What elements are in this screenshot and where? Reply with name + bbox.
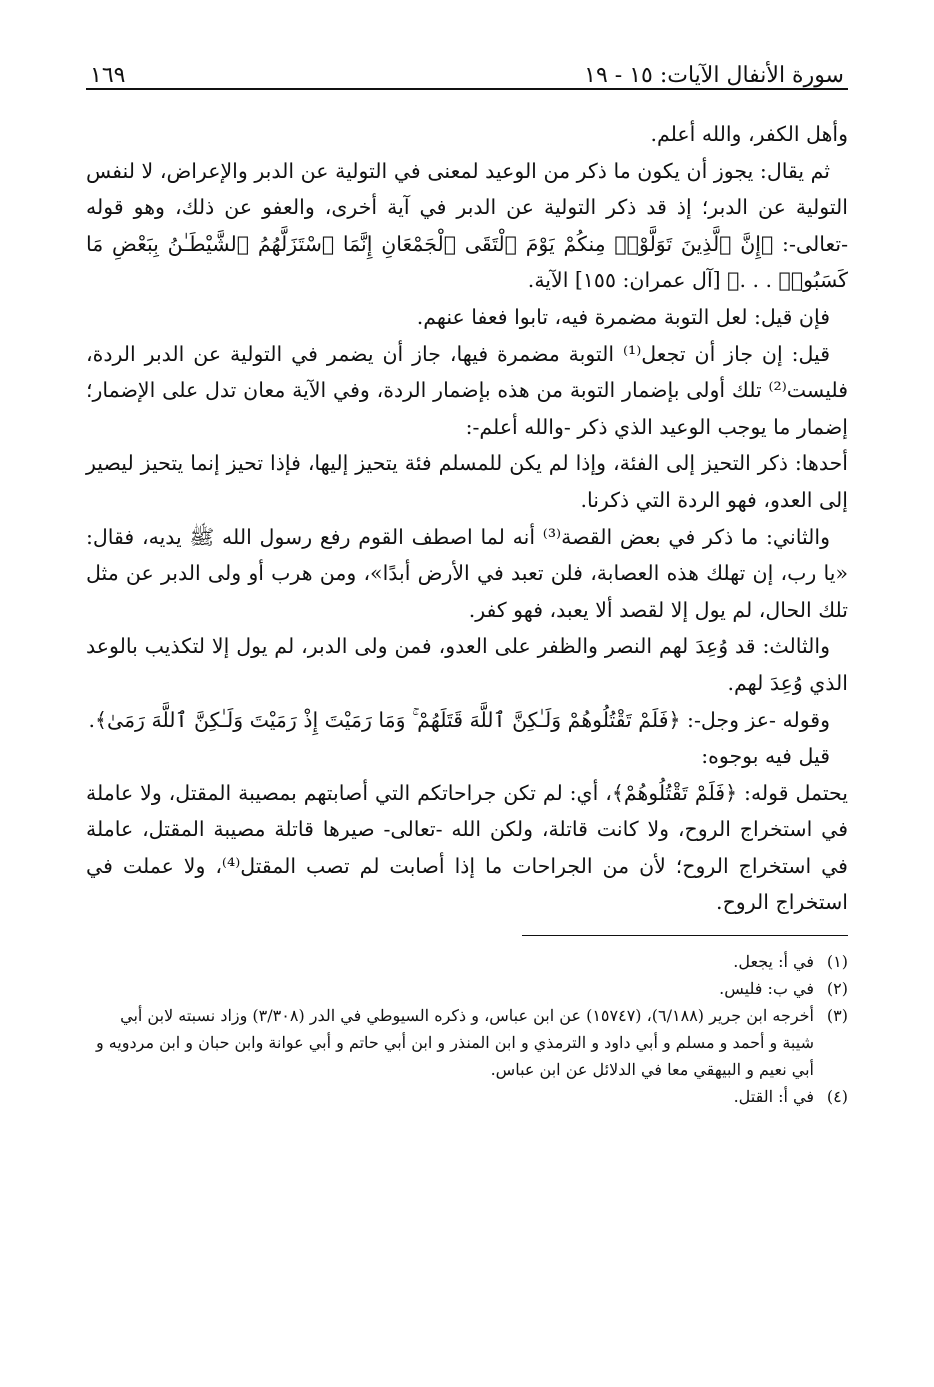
paragraph-10: يحتمل قوله: ﴿فَلَمْ تَقْتُلُوهُمْ﴾، أي: لم تكن جراحاتكم التي أصابتهم بمصيبة المقتل، ولا عاملة في استخراج الروح، ولا كانت قاتلة، ولكن الله -تعالى- صيرها قاتلة مصيبة المقتل، عاملة في استخراج الروح؛ لأن من الجراحات ما إذا أصابت لم تصب المقتل⁽⁴⁾، ولا عملت في استخراج الروح. <box>86 780 848 915</box>
footnote-4 <box>86 1083 848 1110</box>
header-title: سورة الأنفال الآيات: ١٥ - ١٩ <box>584 63 844 88</box>
paragraph-2: ثم يقال: يجوز أن يكون ما ذكر من الوعيد لمعنى في التولية عن الدبر والإعراض، لا لنفس التولية عن الدبر؛ إذ قد ذكر التولية عن الدبر في آية أخرى، والعفو عن ذلك، وهو قوله -تعالى-: ﴿إِنَّ ٱلَّذِينَ تَوَلَّوْا۟ مِنكُمْ يَوْمَ ٱلْتَقَى ٱلْجَمْعَانِ إِنَّمَا ٱسْتَزَلَّهُمُ ٱلشَّيْطَـٰنُ بِبَعْضِ مَا كَسَبُوا۟ . . .﴾ [آل عمران: ١٥٥] الآية. <box>86 158 848 293</box>
footnote-1 <box>86 948 848 975</box>
footnote-number: (٢) <box>826 979 848 999</box>
footnote-number: (٤) <box>826 1087 848 1107</box>
footnote-number: (٣) <box>826 1006 848 1026</box>
running-header <box>86 50 848 90</box>
paragraph-9: قيل فيه بوجوه: <box>701 744 830 769</box>
page-number: ١٦٩ <box>90 63 126 88</box>
footnote-2 <box>86 975 848 1002</box>
footnotes <box>86 948 848 1110</box>
footnote-separator <box>522 935 848 936</box>
paragraph-5: أحدها: ذكر التحيز إلى الفئة، وإذا لم يكن للمسلم فئة يتحيز إليها، فإذا تحيز إنما يتحيز ليصير إلى العدو، فهو الردة التي ذكرنا. <box>86 451 848 512</box>
footnote-number: (١) <box>826 952 848 972</box>
paragraph-1: وأهل الكفر، والله أعلم. <box>650 122 848 146</box>
footnote-3 <box>86 1002 848 1083</box>
paragraph-4: قيل: إن جاز أن تجعل⁽¹⁾ التوبة مضمرة فيها، جاز أن يضمر في التولية عن الدبر الردة، فليست⁽²⁾ تلك أولى بإضمار التوبة من هذه بإضمار الردة، وفي الآية معان تدل على الإضمار؛ إضمار ما يوجب الوعيد الذي ذكر -والله أعلم-: <box>86 341 848 439</box>
footnote-text: في ب: فليس. <box>719 979 814 999</box>
footnote-text: في أ: يجعل. <box>733 952 814 972</box>
book-page <box>86 50 848 1110</box>
footnote-text: في أ: القتل. <box>733 1087 814 1107</box>
paragraph-8: وقوله -عز وجل-: ﴿فَلَمْ تَقْتُلُوهُمْ وَلَـٰكِنَّ ٱللَّهَ قَتَلَهُمْ ۚ وَمَا رَمَيْتَ إِذْ رَمَيْتَ وَلَـٰكِنَّ ٱللَّهَ رَمَىٰ﴾. <box>88 707 830 732</box>
paragraph-6: والثاني: ما ذكر في بعض القصة⁽³⁾ أنه لما اصطف القوم رفع رسول الله ﷺ يديه، فقال: «يا رب، إن تهلك هذه العصابة، فلن تعبد في الأرض أبدًا»، ومن هرب أو ولى الدبر عن مثل تلك الحال، لم يول إلا لقصد ألا يعبد، فهو كفر. <box>86 524 848 622</box>
footnote-text: أخرجه ابن جرير (٦/١٨٨)، (١٥٧٤٧) عن ابن عباس، و ذكره السيوطي في الدر (٣/٣٠٨) وزاد نسبته لابن أبي شيبة و أحمد و مسلم و أبي داود و الترمذي و ابن المنذر و ابن أبي حاتم و أبي عوانة وابن حبان و ابن مردويه و أبي نعيم و البيهقي معا في الدلائل عن ابن عباس. <box>95 1006 814 1080</box>
main-text <box>86 116 848 921</box>
paragraph-3: فإن قيل: لعل التوبة مضمرة فيه، تابوا فعفا عنهم. <box>416 304 830 329</box>
paragraph-7: والثالث: قد وُعِدَ لهم النصر والظفر على العدو، فمن ولى الدبر، لم يول إلا لتكذيب بالوعد الذي وُعِدَ لهم. <box>86 634 848 695</box>
